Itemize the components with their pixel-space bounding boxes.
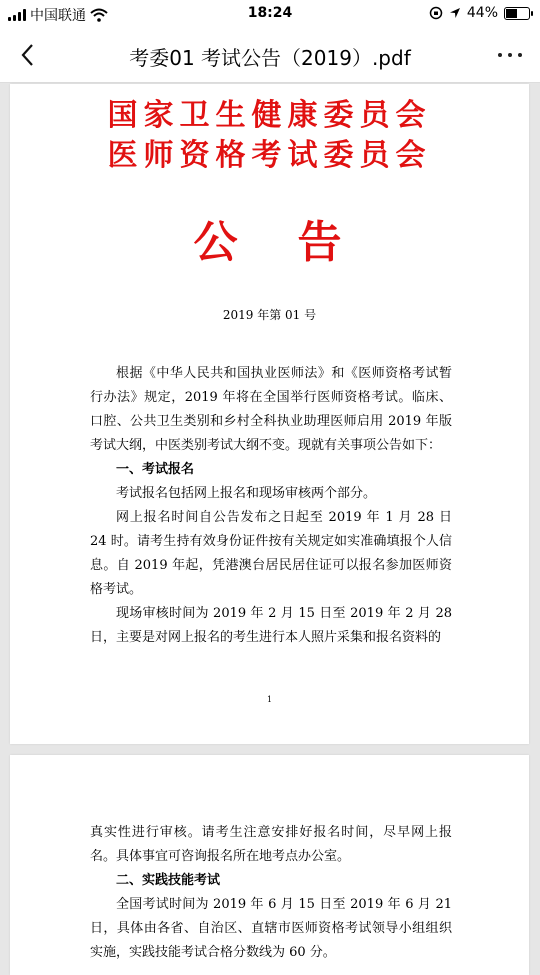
paragraph: 全国考试时间为 2019 年 6 月 15 日至 2019 年 6 月 21 日，具体由各省、自治区、直辖市医师资格考试领导小组组织实施，实践技能考试合格分数线为 60 分。 <box>90 897 452 960</box>
orientation-lock-icon <box>429 6 443 20</box>
page-2-body <box>90 821 452 965</box>
heading-line-1: 国家卫生健康委员会 <box>107 98 432 133</box>
section-1-title: 一、考试报名 <box>116 462 195 477</box>
section-2-title: 二、实践技能考试 <box>116 873 221 888</box>
paragraph: 考试报名包括网上报名和现场审核两个部分。 <box>116 486 377 501</box>
more-dot-icon <box>508 53 512 57</box>
more-dot-icon <box>518 53 522 57</box>
location-arrow-icon <box>449 7 461 19</box>
more-dot-icon <box>498 53 502 57</box>
battery-percent: 44% <box>466 5 498 21</box>
nav-bar <box>0 28 540 83</box>
document-number: 2019 年第 01 号 <box>222 308 317 322</box>
status-icons <box>429 5 530 21</box>
status-bar <box>0 0 540 28</box>
chevron-left-icon <box>14 40 44 70</box>
intro-paragraph: 根据《中华人民共和国执业医师法》和《医师资格考试暂行办法》规定，2019 年将在全国举行医师资格考试。临床、口腔、公共卫生类别和乡村全科执业助理医师启用 2019 年版考试大纲，中医类别考试大纲不变。现就有关事项公告如下： <box>90 366 452 453</box>
paragraph: 网上报名时间自公告发布之日起至 2019 年 1 月 28 日 24 时。请考生持有效身份证件按有关规定如实准确填报个人信息。自 2019 年起，凭港澳台居民居住证可以报名参加医师资格考试。 <box>90 510 452 597</box>
carrier-label: 中国联通 <box>30 8 86 24</box>
back-button[interactable] <box>14 40 44 70</box>
announcement-title: 公告 <box>193 217 402 268</box>
continuation-paragraph: 真实性进行审核。请考生注意安排好报名时间，尽早网上报名。具体事宜可咨询报名所在地考点办公室。 <box>90 825 452 864</box>
pdf-page-1[interactable] <box>10 84 529 744</box>
paragraph: 现场审核时间为 2019 年 2 月 15 日至 2019 年 2 月 28 日，主要是对网上报名的考生进行本人照片采集和报名资料的 <box>90 606 452 645</box>
more-options-button[interactable] <box>494 42 526 68</box>
page-1-body <box>90 362 452 650</box>
page-number: 1 <box>266 695 273 704</box>
pdf-page-2[interactable] <box>10 755 529 975</box>
document-title: 考委01 考试公告（2019）.pdf <box>129 46 411 70</box>
clock: 18:24 <box>247 5 293 21</box>
battery-icon <box>504 7 530 20</box>
heading-line-2: 医师资格考试委员会 <box>107 138 432 173</box>
